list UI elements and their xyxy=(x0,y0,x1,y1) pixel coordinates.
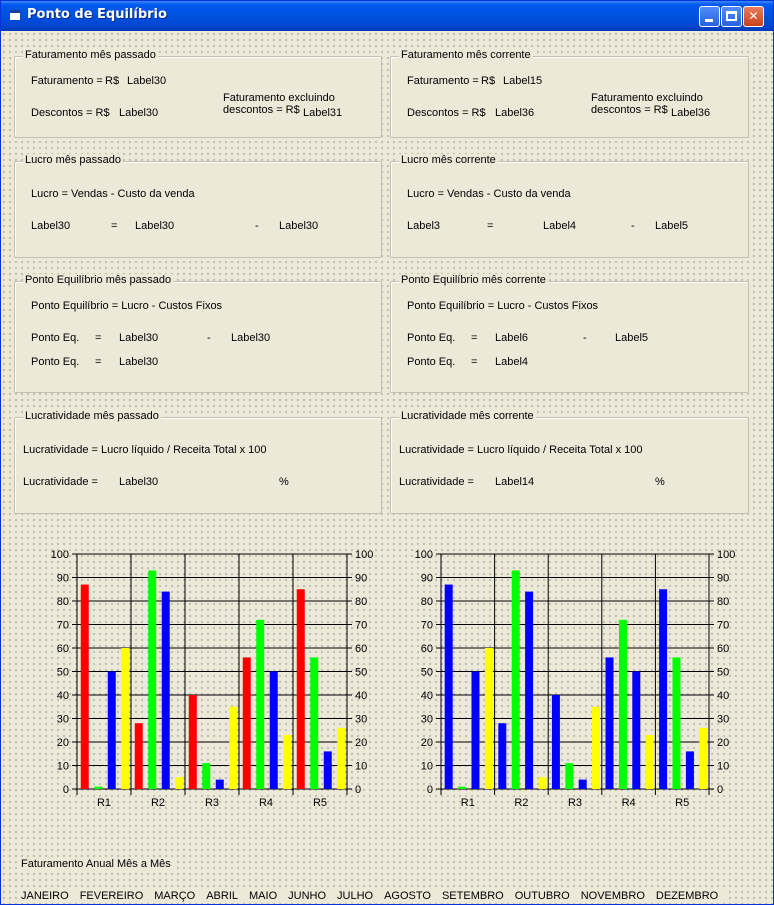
descontos-label: Descontos = R$ xyxy=(407,107,486,119)
panel-lucratividade-passado xyxy=(14,410,382,514)
minimize-icon xyxy=(705,19,713,22)
y-tick-label: 80 xyxy=(56,596,69,608)
month-março: MARÇO xyxy=(154,890,196,902)
bar xyxy=(94,787,102,789)
lucro-value: Label6 xyxy=(495,332,529,344)
y-tick-label-right: 70 xyxy=(355,619,368,632)
y-tick-label-right: 10 xyxy=(355,760,368,773)
currency-label: R$ xyxy=(481,75,496,87)
y-tick-label: 10 xyxy=(56,760,69,773)
y-tick-label: 20 xyxy=(56,737,69,749)
y-tick-label: 60 xyxy=(56,643,69,655)
x-tick-label: R2 xyxy=(150,797,166,809)
x-tick-label: R3 xyxy=(567,797,583,809)
pe-label: Ponto Eq. xyxy=(407,356,456,368)
faturamento-label: Faturamento = xyxy=(31,75,103,87)
pe-formula: Ponto Equilíbrio = Lucro - Custos Fixos xyxy=(31,300,223,312)
currency-label: R$ xyxy=(105,75,120,87)
panel-title: Lucratividade mês passado xyxy=(25,410,159,422)
x-tick-label: R2 xyxy=(514,797,529,809)
bar xyxy=(162,592,170,789)
panel-lucratividade-corrente xyxy=(390,410,749,514)
faturamento-label: Faturamento = xyxy=(407,75,479,87)
y-tick-label-right: 50 xyxy=(355,666,368,679)
lucratividade-formula: Lucratividade = Lucro líquido / Receita Total x 100 xyxy=(23,444,267,456)
bar xyxy=(148,570,156,789)
y-tick-label-right: 100 xyxy=(717,549,736,561)
bar xyxy=(552,695,560,789)
y-tick-label: 40 xyxy=(420,690,433,702)
x-tick-label: R4 xyxy=(258,797,274,809)
bar xyxy=(189,695,197,789)
custos-fixos-value: Label5 xyxy=(615,332,649,344)
close-button[interactable] xyxy=(743,6,764,27)
months-row xyxy=(21,890,729,902)
equals-sign: = xyxy=(95,356,102,368)
panel-title: Faturamento mês passado xyxy=(25,49,156,61)
y-tick-label: 20 xyxy=(420,737,433,749)
bar xyxy=(525,592,533,789)
lucratividade-label: Lucratividade = xyxy=(23,476,98,488)
bar xyxy=(539,777,547,789)
bar xyxy=(81,585,89,789)
equals-sign: = xyxy=(471,332,478,344)
x-tick-label: R1 xyxy=(460,797,475,809)
equals-sign: = xyxy=(471,356,478,368)
month-janeiro: JANEIRO xyxy=(21,890,69,902)
y-tick-label: 40 xyxy=(56,690,69,702)
month-novembro: NOVEMBRO xyxy=(580,890,645,902)
minus-sign: - xyxy=(583,332,587,344)
pe-result-value: Label4 xyxy=(495,356,529,368)
y-tick-label-right: 50 xyxy=(717,666,730,679)
lucro-value: Label30 xyxy=(119,332,159,344)
bar xyxy=(202,763,210,789)
excluindo-label-1: Faturamento excluindo xyxy=(591,92,703,104)
bar xyxy=(310,657,318,789)
lucro-value: Label4 xyxy=(543,220,577,232)
bar xyxy=(135,723,143,789)
pe-result-value: Label30 xyxy=(119,356,159,368)
percent-sign: % xyxy=(279,476,289,488)
month-julho: JULHO xyxy=(337,890,374,902)
month-junho: JUNHO xyxy=(288,890,327,902)
bar xyxy=(270,672,278,790)
y-tick-label-right: 60 xyxy=(717,643,730,655)
y-tick-label: 90 xyxy=(420,572,433,585)
bar xyxy=(324,751,332,789)
lucro-value: Label30 xyxy=(135,220,175,232)
close-icon: ✕ xyxy=(748,9,759,23)
y-tick-label: 50 xyxy=(56,666,69,679)
custos-fixos-value: Label30 xyxy=(231,332,271,344)
annual-billing-label: Faturamento Anual Mês a Mês xyxy=(21,858,175,870)
pe-label: Ponto Eq. xyxy=(31,356,80,368)
equals-sign: = xyxy=(487,220,494,232)
bar-charts xyxy=(13,531,749,831)
y-tick-label-right: 80 xyxy=(717,596,730,608)
y-tick-label: 30 xyxy=(56,713,69,726)
bar xyxy=(686,751,694,789)
charts-area xyxy=(13,531,749,831)
x-tick-label: R3 xyxy=(204,797,220,809)
panel-lucro-passado xyxy=(14,154,382,258)
bar xyxy=(673,657,681,789)
y-tick-label-right: 20 xyxy=(717,737,730,749)
month-abril: ABRIL xyxy=(206,890,239,902)
y-tick-label-right: 40 xyxy=(717,690,730,702)
bar xyxy=(229,707,237,789)
y-tick-label: 70 xyxy=(56,619,69,632)
bar xyxy=(243,657,251,789)
y-tick-label: 70 xyxy=(420,619,433,632)
percent-sign: % xyxy=(655,476,665,488)
bar xyxy=(619,620,627,789)
y-tick-label: 30 xyxy=(420,713,433,726)
y-tick-label: 90 xyxy=(56,572,69,585)
maximize-button[interactable] xyxy=(721,6,742,27)
minus-sign: - xyxy=(207,332,211,344)
pe-label: Ponto Eq. xyxy=(407,332,456,344)
panel-ponto-equilibrio-passado xyxy=(14,274,382,393)
y-tick-label: 100 xyxy=(414,549,433,561)
bar xyxy=(108,672,116,790)
vendas-value: Label3 xyxy=(407,220,441,232)
y-tick-label-right: 100 xyxy=(355,549,374,561)
y-tick-label: 60 xyxy=(420,643,433,655)
y-tick-label-right: 10 xyxy=(717,760,730,773)
y-tick-label-right: 70 xyxy=(717,619,730,632)
y-tick-label: 0 xyxy=(62,784,69,796)
bar xyxy=(646,735,654,789)
descontos-label: Descontos = R$ xyxy=(31,107,110,119)
panel-title: Lucro mês passado xyxy=(25,154,121,166)
minus-sign: - xyxy=(255,220,259,232)
custo-value: Label5 xyxy=(655,220,689,232)
panel-lucro-corrente xyxy=(390,154,749,258)
bar xyxy=(337,728,345,789)
bar xyxy=(175,777,183,789)
bar xyxy=(445,585,453,789)
x-tick-label: R4 xyxy=(621,797,636,809)
panel-title: Lucratividade mês corrente xyxy=(401,410,534,422)
panel-title: Faturamento mês corrente xyxy=(401,49,531,61)
pe-formula: Ponto Equilíbrio = Lucro - Custos Fixos xyxy=(407,300,599,312)
y-tick-label: 100 xyxy=(50,549,69,561)
maximize-icon xyxy=(726,11,737,21)
y-tick-label-right: 80 xyxy=(355,596,368,608)
panel-title: Lucro mês corrente xyxy=(401,154,496,166)
bar xyxy=(659,589,667,789)
lucro-formula: Lucro = Vendas - Custo da venda xyxy=(31,188,195,200)
y-tick-label: 10 xyxy=(420,760,433,773)
excluindo-label-1: Faturamento excluindo xyxy=(223,92,335,104)
y-tick-label-right: 40 xyxy=(355,690,368,702)
y-tick-label: 50 xyxy=(420,666,433,679)
month-maio: MAIO xyxy=(249,890,278,902)
bar xyxy=(216,780,224,789)
x-tick-label: R5 xyxy=(675,797,690,809)
y-tick-label-right: 0 xyxy=(717,784,724,796)
vendas-value: Label30 xyxy=(31,220,71,232)
app-icon xyxy=(9,9,21,21)
panel-faturamento-corrente xyxy=(390,49,749,138)
bar xyxy=(512,570,520,789)
y-tick-label-right: 20 xyxy=(355,737,368,749)
bar xyxy=(458,787,466,789)
y-tick-label-right: 30 xyxy=(355,713,368,726)
bar xyxy=(472,672,480,790)
panel-ponto-equilibrio-corrente xyxy=(390,274,749,393)
y-tick-label: 0 xyxy=(426,784,433,796)
pe-label: Ponto Eq. xyxy=(31,332,80,344)
y-tick-label: 80 xyxy=(420,596,433,608)
bar xyxy=(699,728,707,789)
bar xyxy=(632,672,640,790)
bar xyxy=(283,735,291,789)
panel-title: Ponto Equilíbrio mês corrente xyxy=(401,274,546,286)
lucratividade-formula: Lucratividade = Lucro líquido / Receita Total x 100 xyxy=(399,444,643,456)
custo-value: Label30 xyxy=(279,220,319,232)
descontos-value: Label36 xyxy=(495,107,535,119)
lucratividade-value: Label30 xyxy=(119,476,159,488)
lucro-formula: Lucro = Vendas - Custo da venda xyxy=(407,188,571,200)
bar xyxy=(121,648,129,789)
bar xyxy=(592,707,600,789)
bar xyxy=(565,763,573,789)
descontos-value: Label30 xyxy=(119,107,159,119)
y-tick-label-right: 0 xyxy=(355,784,362,796)
month-dezembro: DEZEMBRO xyxy=(655,890,719,902)
bar xyxy=(297,589,305,789)
excluindo-label-2: descontos = R$ xyxy=(591,104,668,116)
month-setembro: SETEMBRO xyxy=(441,890,504,902)
y-tick-label-right: 90 xyxy=(717,572,730,585)
month-outubro: OUTUBRO xyxy=(514,890,570,902)
equals-sign: = xyxy=(111,220,118,232)
bar xyxy=(498,723,506,789)
panel-faturamento-passado xyxy=(14,49,382,138)
y-tick-label-right: 90 xyxy=(355,572,368,585)
x-tick-label: R5 xyxy=(312,797,328,809)
title-bar[interactable] xyxy=(1,1,773,31)
faturamento-value: Label15 xyxy=(503,75,543,87)
bar xyxy=(606,657,614,789)
bar xyxy=(256,620,264,789)
month-agosto: AGOSTO xyxy=(384,890,431,902)
equals-sign: = xyxy=(95,332,102,344)
bar xyxy=(485,648,493,789)
x-tick-label: R1 xyxy=(96,797,112,809)
lucratividade-label: Lucratividade = xyxy=(399,476,474,488)
bar xyxy=(579,780,587,789)
window-title: Ponto de Equilíbrio xyxy=(27,7,167,22)
panel-title: Ponto Equilíbrio mês passado xyxy=(25,274,172,286)
lucratividade-value: Label14 xyxy=(495,476,535,488)
excluindo-label-2: descontos = R$ xyxy=(223,104,300,116)
minimize-button[interactable] xyxy=(699,6,720,27)
y-tick-label-right: 30 xyxy=(717,713,730,726)
month-fevereiro: FEVEREIRO xyxy=(79,890,144,902)
excluindo-value: Label36 xyxy=(671,107,711,119)
y-tick-label-right: 60 xyxy=(355,643,368,655)
excluindo-value: Label31 xyxy=(303,107,343,119)
faturamento-value: Label30 xyxy=(127,75,167,87)
minus-sign: - xyxy=(631,220,635,232)
